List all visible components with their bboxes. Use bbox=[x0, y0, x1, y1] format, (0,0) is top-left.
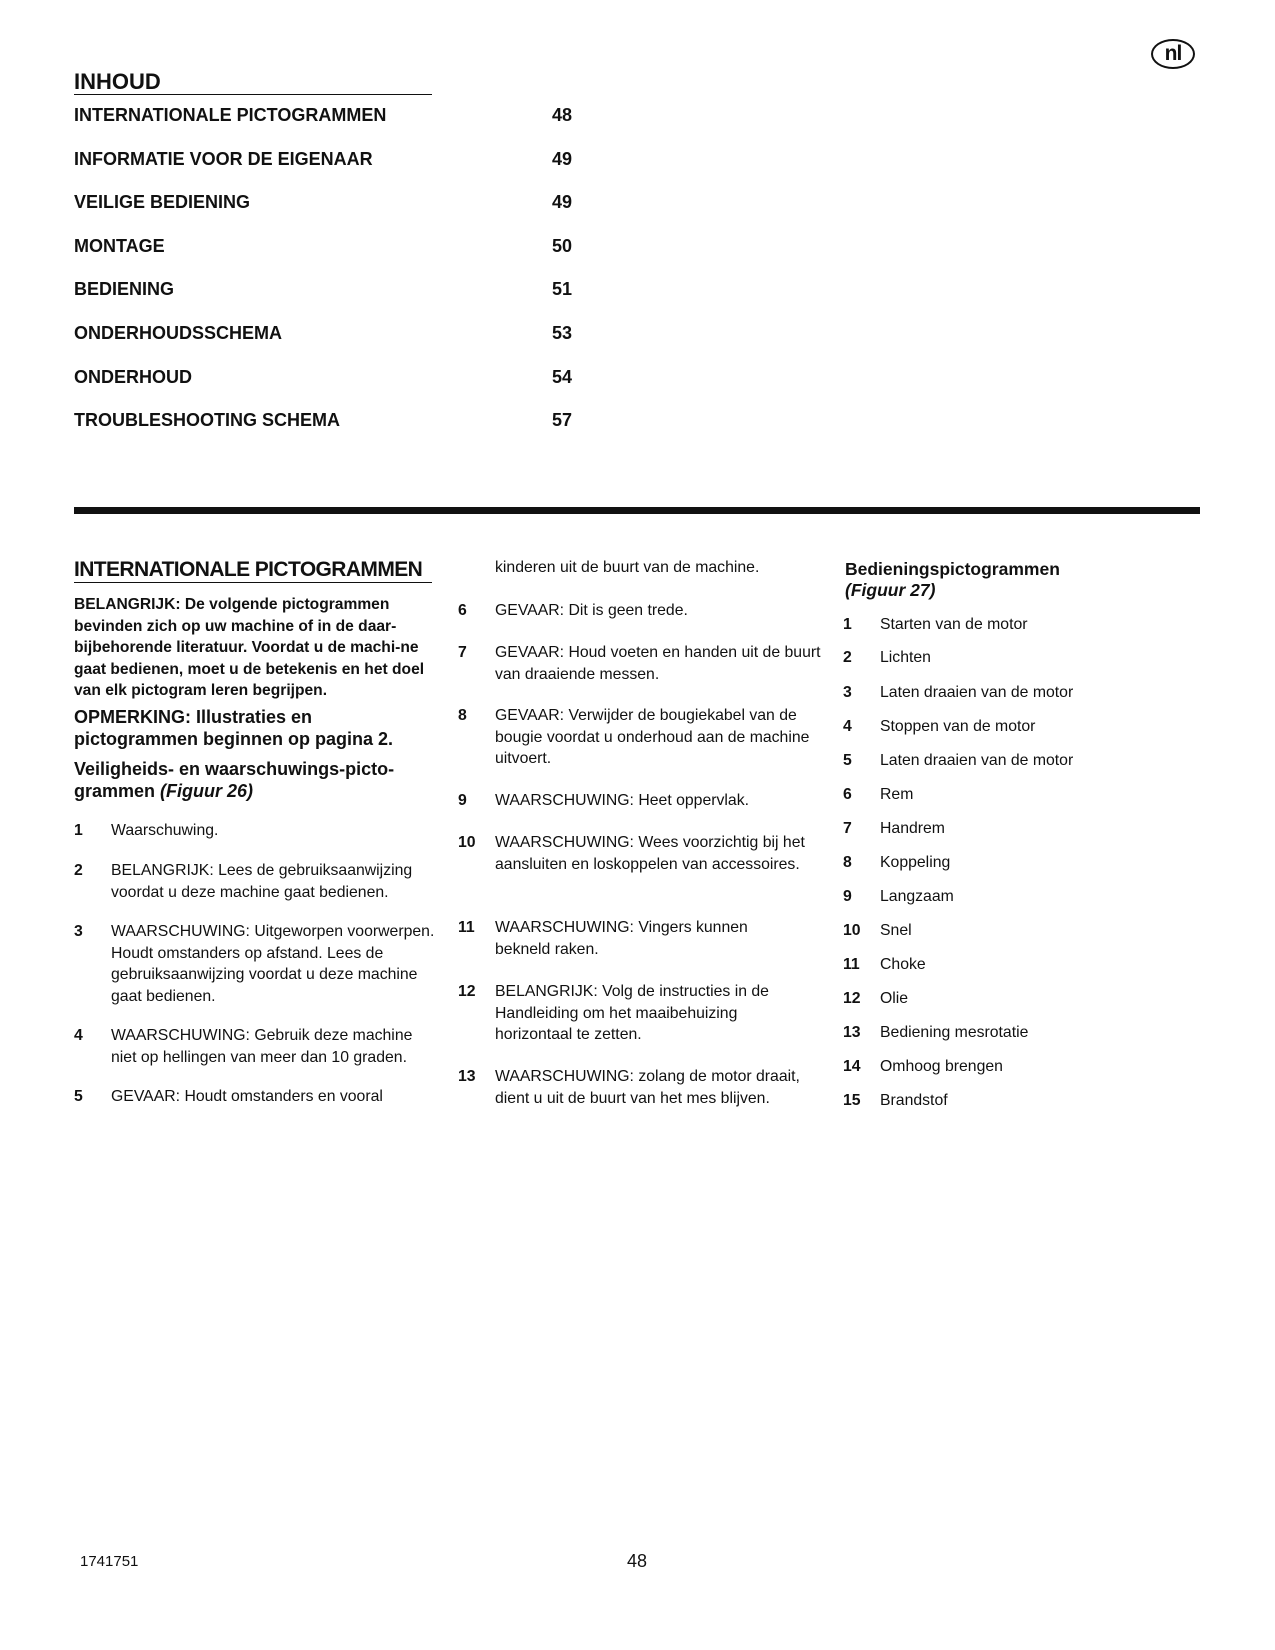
item-text: BELANGRIJK: Volg de instructies in de Handleiding om het maaibehuizing horizontaal te zetten. bbox=[495, 983, 769, 1044]
toc-entry[interactable] bbox=[74, 191, 584, 235]
table-of-contents bbox=[74, 104, 584, 453]
item-text: GEVAAR: Houd voeten en handen uit de buurt van draaiende messen. bbox=[495, 644, 821, 683]
item-number: 1 bbox=[74, 822, 83, 839]
toc-entry-label: ONDERHOUD bbox=[74, 366, 193, 387]
item-text: GEVAAR: Houdt omstanders en vooral bbox=[111, 1088, 383, 1105]
safety-figure-ref: (Figuur 26) bbox=[160, 780, 254, 801]
toc-entry-page: 53 bbox=[552, 322, 573, 343]
toc-entry[interactable] bbox=[74, 104, 584, 148]
list-item bbox=[843, 1056, 1183, 1078]
item-text: Lichten bbox=[880, 649, 931, 666]
toc-entry-page: 57 bbox=[552, 410, 573, 431]
item-number: 9 bbox=[843, 888, 852, 905]
item-text: WAARSCHUWING: Gebruik deze machine niet op hellingen van meer dan 10 graden. bbox=[111, 1027, 413, 1066]
item-text: Laten draaien van de motor bbox=[880, 752, 1074, 769]
toc-entry[interactable] bbox=[74, 148, 584, 192]
item-number: 4 bbox=[74, 1027, 83, 1044]
item-number: 8 bbox=[458, 707, 467, 724]
list-item bbox=[74, 860, 436, 904]
safety-heading bbox=[74, 759, 436, 802]
list-item bbox=[843, 852, 1183, 874]
toc-entry-label: INFORMATIE VOOR DE EIGENAAR bbox=[74, 148, 373, 169]
item-text: BELANGRIJK: Lees de gebruiksaanwijzing voordat u deze machine gaat bedienen. bbox=[111, 862, 413, 901]
item-number: 3 bbox=[74, 923, 83, 940]
item-number: 5 bbox=[74, 1088, 83, 1105]
list-item bbox=[843, 886, 1183, 908]
item-number: 6 bbox=[843, 786, 852, 803]
list-item bbox=[74, 820, 436, 842]
item-number: 10 bbox=[843, 922, 861, 939]
item-number: 3 bbox=[843, 684, 852, 701]
toc-entry-label: MONTAGE bbox=[74, 235, 165, 256]
note-paragraph: OPMERKING: Illustraties en pictogrammen beginnen op pagina 2. bbox=[74, 707, 394, 749]
item-number: 5 bbox=[843, 752, 852, 769]
item-number: 9 bbox=[458, 792, 467, 809]
toc-title: INHOUD bbox=[74, 70, 432, 95]
toc-entry-page: 51 bbox=[552, 279, 573, 300]
list-item bbox=[458, 600, 818, 622]
item-number: 4 bbox=[843, 718, 852, 735]
item-number: 7 bbox=[458, 644, 467, 661]
control-figure-ref: (Figuur 27) bbox=[845, 580, 936, 600]
toc-entry[interactable] bbox=[74, 409, 584, 453]
list-item bbox=[458, 832, 818, 898]
intro-paragraph: BELANGRIJK: De volgende pictogrammen bevinden zich op uw machine of in de daar-bijbehorende literatuur. Voordat u de machi-ne gaat bedienen, moet u de betekenis en het doel van elk pictogram leren begrijpen. bbox=[74, 596, 425, 700]
list-item bbox=[458, 642, 821, 686]
list-item bbox=[458, 981, 818, 1047]
list-item bbox=[843, 647, 1183, 669]
item-number: 15 bbox=[843, 1092, 861, 1109]
list-item bbox=[843, 1090, 1183, 1112]
item-text: Brandstof bbox=[880, 1092, 948, 1109]
list-item bbox=[74, 921, 436, 1009]
toc-entry[interactable] bbox=[74, 235, 584, 279]
item-text: Laten draaien van de motor bbox=[880, 684, 1074, 701]
list-item bbox=[843, 1022, 1183, 1044]
item-text: Starten van de motor bbox=[880, 616, 1028, 633]
list-item bbox=[74, 1086, 436, 1108]
list-item bbox=[458, 917, 818, 961]
item-text: Stoppen van de motor bbox=[880, 718, 1036, 735]
item-text: WAARSCHUWING: Uitgeworpen voorwerpen. Houdt omstanders op afstand. Lees de gebruiksaanwijzing voordat u deze machine gaat bedienen. bbox=[111, 923, 435, 1006]
toc-entry-page: 49 bbox=[552, 148, 573, 169]
list-item bbox=[843, 818, 1183, 840]
item-number: 11 bbox=[843, 956, 860, 973]
section-title: INTERNATIONALE PICTOGRAMMEN bbox=[74, 557, 432, 583]
list-item bbox=[458, 1066, 828, 1110]
list-item bbox=[74, 1025, 436, 1069]
list-item bbox=[843, 954, 1183, 976]
item-number: 2 bbox=[843, 649, 852, 666]
item-text: GEVAAR: Dit is geen trede. bbox=[495, 602, 688, 619]
item-text: Koppeling bbox=[880, 854, 951, 871]
list-item bbox=[843, 920, 1183, 942]
toc-entry-label: TROUBLESHOOTING SCHEMA bbox=[74, 410, 341, 431]
toc-entry-page: 49 bbox=[552, 192, 573, 213]
page-number: 48 bbox=[627, 1551, 648, 1571]
toc-entry-label: ONDERHOUDSSCHEMA bbox=[74, 322, 283, 343]
continuation-text: kinderen uit de buurt van de machine. bbox=[495, 559, 760, 576]
toc-entry-page: 50 bbox=[552, 235, 573, 256]
item-text: Waarschuwing. bbox=[111, 822, 219, 839]
list-item bbox=[843, 716, 1183, 738]
item-number: 1 bbox=[843, 616, 852, 633]
list-item bbox=[843, 682, 1183, 704]
item-text: WAARSCHUWING: Vingers kunnen bekneld raken. bbox=[495, 919, 748, 958]
item-text: Olie bbox=[880, 990, 909, 1007]
item-number: 13 bbox=[458, 1068, 476, 1085]
item-number: 8 bbox=[843, 854, 852, 871]
toc-entry-page: 48 bbox=[552, 105, 573, 125]
safety-heading-text: Veiligheids- en waarschuwings-picto-grammen bbox=[74, 759, 395, 801]
item-text: GEVAAR: Verwijder de bougiekabel van de bougie voordat u onderhoud aan de machine uitvoert. bbox=[495, 707, 810, 768]
toc-entry[interactable] bbox=[74, 278, 584, 322]
item-number: 11 bbox=[458, 919, 475, 936]
item-number: 10 bbox=[458, 834, 476, 851]
control-heading-text: Bedieningspictogrammen bbox=[845, 559, 1060, 579]
item-text: Snel bbox=[880, 922, 912, 939]
item-text: Choke bbox=[880, 956, 926, 973]
item-number: 12 bbox=[458, 983, 476, 1000]
list-item bbox=[843, 750, 1183, 772]
item-text: Handrem bbox=[880, 820, 945, 837]
language-badge: nl bbox=[1151, 39, 1195, 69]
list-item bbox=[843, 784, 1183, 806]
item-text: Omhoog brengen bbox=[880, 1058, 1003, 1075]
list-item bbox=[843, 988, 1183, 1010]
toc-entry-page: 54 bbox=[552, 366, 573, 387]
toc-entry[interactable] bbox=[74, 366, 584, 410]
item-number: 2 bbox=[74, 862, 83, 879]
item-number: 7 bbox=[843, 820, 852, 837]
list-item bbox=[458, 705, 818, 771]
item-text: WAARSCHUWING: Heet oppervlak. bbox=[495, 792, 749, 809]
item-text: WAARSCHUWING: Wees voorzichtig bij het aansluiten en loskoppelen van accessoires. bbox=[495, 834, 805, 873]
item-text: Bediening mesrotatie bbox=[880, 1024, 1029, 1041]
item-text: WAARSCHUWING: zolang de motor draait, dient u uit de buurt van het mes blijven. bbox=[495, 1068, 800, 1107]
item-text: Rem bbox=[880, 786, 914, 803]
control-heading bbox=[845, 559, 1185, 601]
toc-entry-label: INTERNATIONALE PICTOGRAMMEN bbox=[74, 105, 387, 125]
list-item bbox=[458, 790, 818, 812]
item-text: Langzaam bbox=[880, 888, 954, 905]
toc-entry-label: VEILIGE BEDIENING bbox=[74, 192, 251, 213]
item-number: 14 bbox=[843, 1058, 861, 1075]
toc-entry-label: BEDIENING bbox=[74, 279, 175, 300]
item-number: 6 bbox=[458, 602, 467, 619]
list-item bbox=[843, 614, 1183, 636]
document-number: 1741751 bbox=[80, 1553, 139, 1570]
section-divider bbox=[74, 507, 1200, 514]
toc-entry[interactable] bbox=[74, 322, 584, 366]
item-number: 13 bbox=[843, 1024, 861, 1041]
item-number: 12 bbox=[843, 990, 861, 1007]
